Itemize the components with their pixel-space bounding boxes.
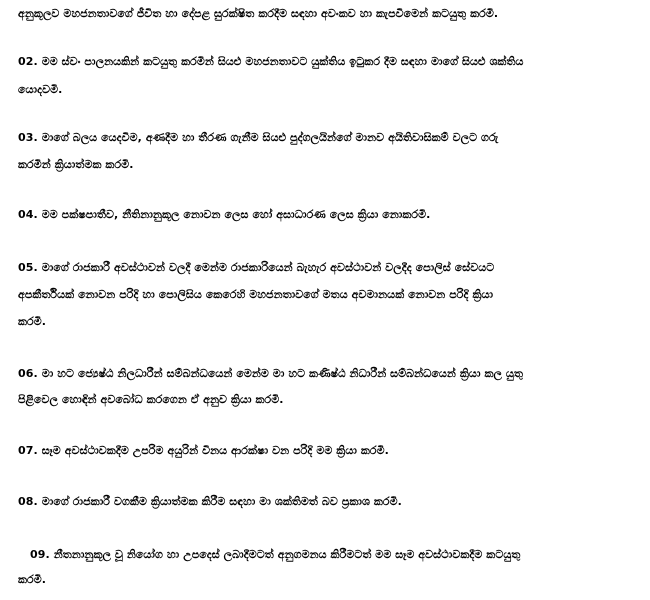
text-line: යොදවමි. — [18, 83, 63, 96]
text-line: 09. නීතනානුකූල වූ නියෝග හා උපදෙස් ලබාදීමටත් අනුගමනය කිරීමටත් මම සෑම අවස්ථාවකදීම කටයුතු — [30, 548, 521, 561]
text-line: අනුකූලව මහජනතාවගේ ජීවිත හා දේපළ සුරක්ෂිත කරදීම සඳහා අවංකව හා කැපවීමෙන් කටයුතු කරමි. — [18, 7, 499, 20]
text-line: 07. සෑම අවස්ථාවකදීම උපරිම අයුරින් විනය ආරක්ෂා වන පරිදි මම ක්‍රියා කරමි. — [18, 444, 389, 457]
text-line: පිළිවෙල හොඳින් අවබෝධ කරගෙන ඒ අනුව ක්‍රියා කරමි. — [18, 393, 284, 406]
text-line: 08. මාගේ රාජකාරී වගකීම ක්‍රියාත්මක කිරීම සඳහා මා ශක්තිමත් බව ප්‍රකාශ කරමි. — [18, 495, 402, 508]
text-line: කරමි. — [18, 315, 47, 328]
text-line: 04. මම පක්ෂපාතීව, නීතිනානුකූල නොවන ලෙස හෝ අසාධාරණ ලෙස ක්‍රියා නොකරමි. — [18, 208, 431, 221]
text-line: 03. මාගේ බලය යෙදවීම, අණදීම හා තීරණ ගැනීම සියළු පුද්ගලයින්ගේ මානව අයිතිවාසිකම් වලට ගරු — [18, 131, 499, 144]
text-line: 02. මම ස්වං පාලනයකින් කටයුතු කරමින් සියළු මහජනතාවට යුක්තිය ඉටුකර දීම සඳහා මාගේ සියළු ශක්තිය — [18, 55, 524, 68]
text-line: 05. මාගේ රාජකාරී අවස්ථාවන් වලදී මෙන්ම රාජකාරියෙන් බැහැර අවස්ථාවන් වලදීද පොලිස් සේවයට — [18, 261, 495, 274]
text-line: කරමින් ක්‍රියාත්මක කරමි. — [18, 158, 134, 171]
text-line: කරමි. — [18, 573, 47, 586]
text-line: 06. මා හට ජ්‍යෙෂ්ඨ නිලධාරීන් සම්බන්ධයෙන් මෙන්ම මා හට කණිෂ්ඨ නිධාරීන් සම්බන්ධයෙන් ක්‍රියා කල යුතු — [18, 367, 523, 380]
text-line: අපකීර්තියක් නොවන පරිදි හා පොලිසිය කෙරෙහි මහජනතාවගේ මතය අවමානයක් නොවන පරිදි ක්‍රියා — [18, 288, 494, 301]
